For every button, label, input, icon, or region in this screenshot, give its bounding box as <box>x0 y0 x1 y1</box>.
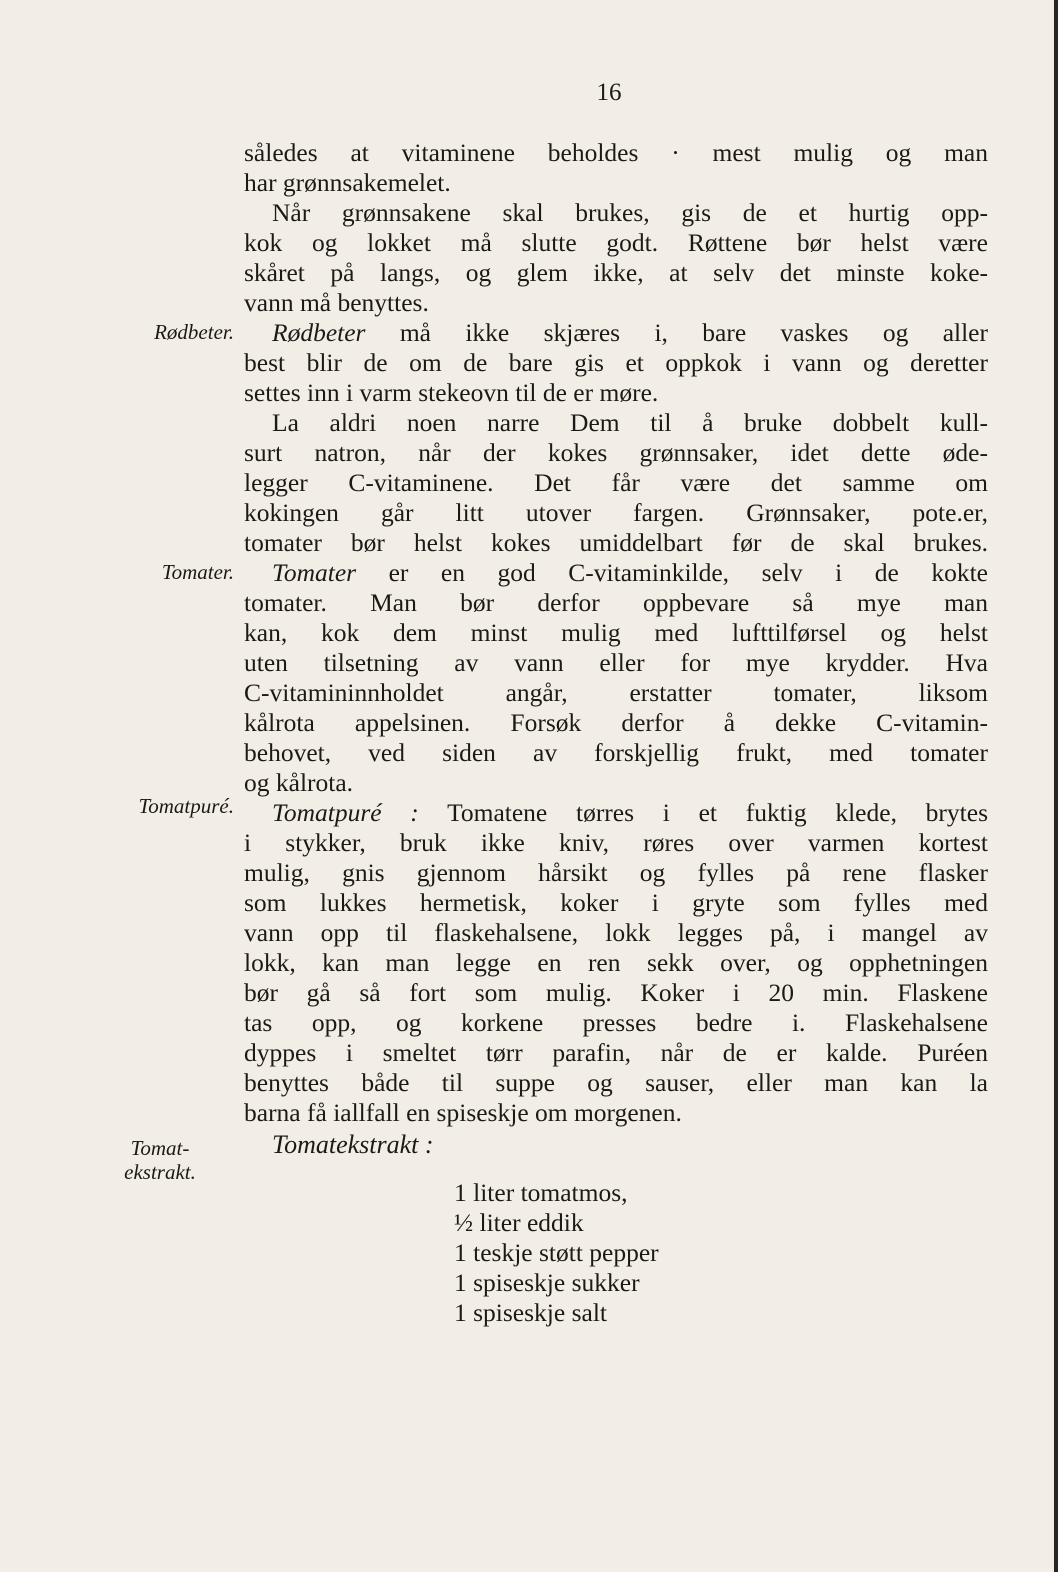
paragraph-2-line-4: vann må benyttes. <box>244 288 429 317</box>
page-edge <box>1054 0 1058 1572</box>
paragraph-tomatpure-line-7: bør gå så fort som mulig. Koker i 20 min. Flaskene <box>244 978 988 1007</box>
paragraph-tomater-line-2: tomater. Man bør derfor oppbevare så mye man <box>244 588 988 617</box>
ingredient-item: 1 teskje støtt pepper <box>454 1238 659 1267</box>
paragraph-tomater-line-1 <box>244 558 988 588</box>
ingredient-item: 1 spiseskje salt <box>454 1298 607 1327</box>
paragraph-tomatpure-line-4: som lukkes hermetisk, koker i gryte som fylles med <box>244 888 988 917</box>
tomatekstrakt-heading: Tomatekstrakt : <box>272 1130 434 1159</box>
tomatpure-line-1-text: Tomatene tørres i et fuktig klede, brytes <box>418 798 988 827</box>
paragraph-tomatpure-line-5: vann opp til flaskehalsene, lokk legges på, i mangel av <box>244 918 988 947</box>
paragraph-tomatpure-line-3: mulig, gnis gjennom hårsikt og fylles på rene flasker <box>244 858 988 887</box>
paragraph-rodbeter-line-2: best blir de om de bare gis et oppkok i vann og deretter <box>244 348 988 377</box>
tomater-heading: Tomater <box>272 558 357 587</box>
paragraph-1-line-1: således at vitaminene beholdes · mest mulig og man <box>244 138 988 167</box>
ingredient-list <box>454 1178 659 1328</box>
page-number: 16 <box>596 79 622 106</box>
margin-note-tomater: Tomater. <box>161 560 234 584</box>
paragraph-tomatpure-line-11: barna få iallfall en spiseskje om morgenen. <box>244 1098 682 1127</box>
paragraph-tomatpure-line-2: i stykker, bruk ikke kniv, røres over varmen kortest <box>244 828 988 857</box>
paragraph-tomater-line-4: uten tilsetning av vann eller for mye krydder. Hva <box>244 648 988 677</box>
paragraph-1-line-2: har grønnsakemelet. <box>244 168 451 197</box>
paragraph-rodbeter-line-1 <box>244 318 988 348</box>
margin-note-tomatekstrakt-line2: ekstrakt. <box>124 1160 196 1184</box>
paragraph-4-line-5: tomater bør helst kokes umiddelbart før de skal brukes. <box>244 528 988 557</box>
margin-note-tomatekstrakt-line1: Tomat- <box>130 1136 190 1160</box>
rodbeter-heading: Rødbeter <box>272 318 366 347</box>
ingredient-item: 1 liter tomatmos, <box>454 1178 628 1207</box>
paragraph-tomater-line-7: behovet, ved siden av forskjellig frukt, med tomater <box>244 738 988 767</box>
tomatpure-heading: Tomatpuré : <box>272 798 419 827</box>
paragraph-2-line-2: kok og lokket må slutte godt. Røttene bør helst være <box>244 228 988 257</box>
paragraph-tomatpure-line-1 <box>244 798 988 828</box>
paragraph-tomatpure-line-6: lokk, kan man legge en ren sekk over, og opphetningen <box>244 948 988 977</box>
ingredient-item: 1 spiseskje sukker <box>454 1268 640 1297</box>
margin-note-rodbeter: Rødbeter. <box>154 320 234 344</box>
paragraph-4-line-1: La aldri noen narre Dem til å bruke dobbelt kull- <box>272 408 988 437</box>
paragraph-tomatpure-line-9: dyppes i smeltet tørr parafin, når de er kalde. Puréen <box>244 1038 988 1067</box>
paragraph-tomater-line-5: C-vitamininnholdet angår, erstatter tomater, liksom <box>244 678 988 707</box>
paragraph-2-line-3: skåret på langs, og glem ikke, at selv det minste koke- <box>244 258 988 287</box>
paragraph-4-line-2: surt natron, når der kokes grønnsaker, idet dette øde- <box>244 438 988 467</box>
body-text <box>244 138 988 1128</box>
margin-note-tomatpure: Tomatpuré. <box>138 794 234 818</box>
paragraph-tomater-line-3: kan, kok dem minst mulig med lufttilførsel og helst <box>244 618 988 647</box>
margin-note-tomatekstrakt <box>86 1136 234 1184</box>
paragraph-4-line-4: kokingen går litt utover fargen. Grønnsaker, pote.er, <box>244 498 988 527</box>
rodbeter-line-1-text: må ikke skjæres i, bare vaskes og aller <box>365 318 988 347</box>
paragraph-tomatpure-line-8: tas opp, og korkene presses bedre i. Flaskehalsene <box>244 1008 988 1037</box>
paragraph-rodbeter-line-3: settes inn i varm stekeovn til de er møre. <box>244 378 659 407</box>
paragraph-tomater-line-8: og kålrota. <box>244 768 354 797</box>
paragraph-tomater-line-6: kålrota appelsinen. Forsøk derfor å dekke C-vitamin- <box>244 708 988 737</box>
ingredient-item: ½ liter eddik <box>454 1208 584 1237</box>
paragraph-tomatpure-line-10: benyttes både til suppe og sauser, eller man kan la <box>244 1068 988 1097</box>
paragraph-4-line-3: legger C-vitaminene. Det får være det samme om <box>244 468 988 497</box>
paragraph-2-line-1: Når grønnsakene skal brukes, gis de et hurtig opp- <box>272 198 988 227</box>
tomater-line-1-text: er en god C-vitaminkilde, selv i de kokte <box>356 558 988 587</box>
